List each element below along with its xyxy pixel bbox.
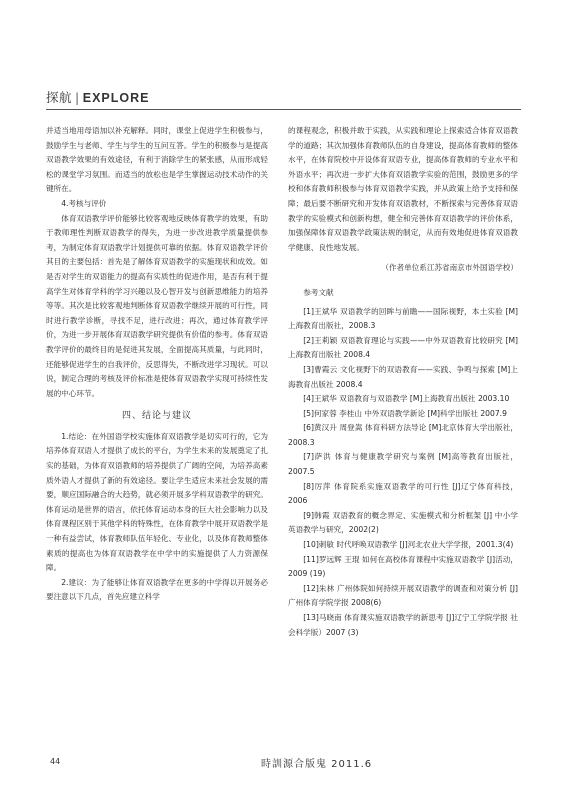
reference-item: [13]马晓南 体育课实施双语教学的新思考 [J]辽宁工学院学报 社会科学版）2007 (3) (288, 613, 518, 637)
paragraph: 2.建议：为了能够让体育双语教学在更多的中学得以开展务必要注意以下几点，首先应建立科学 (46, 577, 268, 602)
author-affiliation: （作者单位系江苏省南京市外国语学校） (381, 263, 518, 273)
reference-item: [11]罗远辉 王琨 如何在高校体育课程中实施双语教学 [J]活动，2009 (19) (288, 554, 518, 579)
header-rule (46, 109, 521, 110)
reference-item: [2]王莉颖 双语教育理论与实践——中外双语教育比较研究 [M]上海教育出版社 2008.4 (288, 335, 518, 360)
section-heading-conclusion: 四、结论与建议 (121, 411, 192, 422)
section-title-en: EXPLORE (82, 91, 150, 105)
reference-item: [5]何家蓉 李桂山 中外双语教学新论 [M]科学出版社 2007.9 (303, 408, 507, 418)
paragraph: 1.结论：在外国语学校实施体育双语教学是切实可行的，它为培养体育双语人才提供了成长的平台，为学生未来的发展奠定了扎实的基础，为体育双语教师的培养提供了广阔的空间，为培养高素质外语人才提供了新的有效途径。要让学生适应未来社会发展的需要，顺应国际融合的大趋势，就必须开展多学科双语教学的研究。体育运动是世界的语言，依托体育运动本身的巨大社会影响力以及体育课程区别于其他学科的特殊性，在体育教学中展开双语教学是一种有益尝试，体育教师队伍年轻化、专业化，以及体育教师整体素质的提高也为体育双语教学在中学中的实施提供了人力资源保障。 (46, 431, 268, 573)
reference-item: [10]刺敏 时代呼唤双语教学 [J]河北农业大学学报，2001.3(4) (303, 540, 514, 550)
reference-item: [12]朱林 广州体院如何持续开展双语教学的调查和对策分析 [J]广州体育学院学报 2008(6) (288, 583, 518, 608)
header-separator: | (75, 90, 80, 105)
section-title-cn: 探航 (46, 90, 73, 105)
paragraph: 体育双语教学评价能够比较客观地反映体育教学的效果，有助于教师理性判断双语教学的得失，为进一步改进教学质量提供参考，为制定体育双语教学计划提供可靠的依据。体育双语教学评价其目的主要包括：首先是了解体育双语教学的实施现状和成效。如是否对学生的双语能力的提高有实质性的促进作用，是否有利于提高学生对体育学科的学习兴趣以及心智开发与创新思维能力的培养等等。其次是比较客观地判断体育双语教学继续开展的可行性，同时进行教学诊断，寻找不足，进行改进；再次，通过体育教学评价，为进一步开展体育双语教学研究提供有价值的参考。体育双语教学评价的最终目的是促进其发展，全面提高其质量，与此同时，还能够促进学生的自我评价，反思得失，不断改进学习现状。可以说，制定合理的考核及评价标准是使体育双语教学实现可持续性发展的中心环节。 (46, 213, 268, 398)
left-column (46, 124, 268, 605)
reference-item: [9]韩霞 双语教育的概念界定、实施模式和分析框架 [J] 中小学英语教学与研究，2002(2) (288, 510, 518, 535)
reference-item: [8]厉萍 体育院系实施双语教学的可行性 [J]辽宁体育科技，2006 (288, 481, 518, 506)
reference-item: [1]王斌华 双语教学的回眸与前瞻——国际视野，本土实验 [M]上海教育出版社，2008.3 (288, 306, 518, 331)
reference-item: [7]萨洪 体育与健康教学研究与案例 [M]高等教育出版社，2007.5 (288, 452, 518, 477)
reference-item: [3]曹霞云 文化视野下的双语教育——实践、争鸣与探索 [M]上海教育出版社 2008.4 (288, 364, 518, 389)
references-heading: 参考文献 (303, 287, 334, 297)
right-column (288, 124, 518, 640)
reference-item: [6]黄汉升 周登嵩 体育科研方法导论 [M]北京体育大学出版社，2008.3 (288, 423, 518, 447)
page-number: 44 (50, 757, 61, 766)
reference-item: [4]王斌华 双语教育与双语教学 [M]上海教育出版社 2003.10 (303, 394, 510, 404)
magazine-name: 時訓源合版鬼 2011.6 (261, 759, 373, 770)
section-header (46, 88, 149, 106)
paragraph: 并适当地用母语加以补充解释。同时，课堂上促进学生积极参与，鼓励学生与老师、学生与学生的互问互答。学生的积极参与是提高双语教学效果的有效途径，有利于消除学生的紧张感，从而形成轻松的课堂学习氛围。而适当的放松也是学生掌握运动技术动作的关键所在。 (46, 126, 268, 194)
subheading-assessment: 4.考核与评价 (61, 198, 107, 208)
paragraph: 的课程观念，积极并敢于实践，从实践和理论上探索适合体育双语教学的道路；其次加强体育教师队伍的自身建设，提高体育教师的整体水平，在体育院校中开设体育双语专业，提高体育教师的专业水平和外语水平；再次进一步扩大体育双语教学实验的范围，鼓励更多的学校和体育教师积极参与体育双语教学实践，并从政策上给予支持和保障；最后要不断研究和开发体育双语教材，不断探索与完善体育双语教学的实验模式和创新构想，健全和完善体育双语教学的评价体系，加强保障体育双语教学政策法规的制定，从而有效地促进体育双语教学健康、良性地发展。 (288, 126, 518, 252)
